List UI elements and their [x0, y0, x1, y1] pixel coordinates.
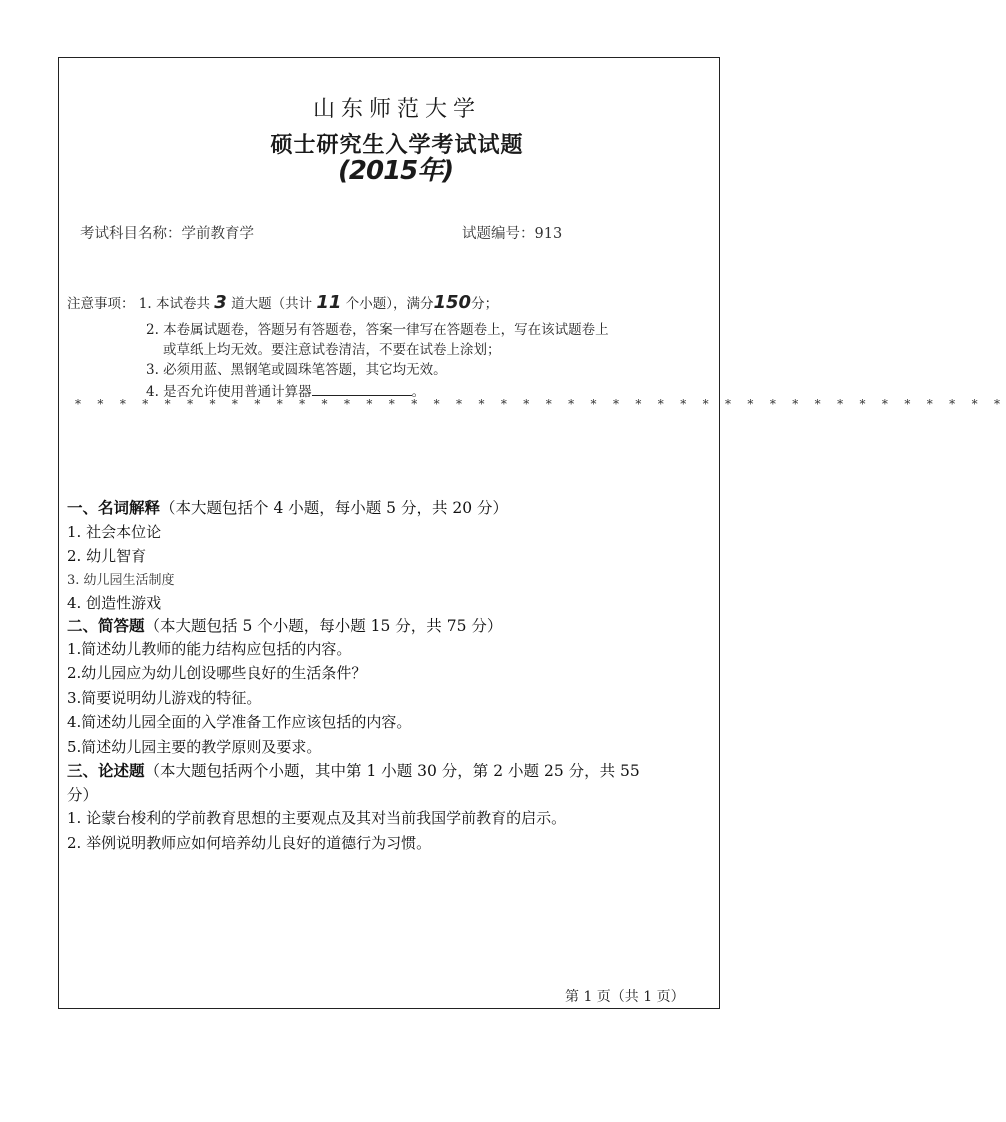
- notes-1-text-c: 个小题），满分: [345, 296, 434, 312]
- section1-heading: [67, 496, 508, 518]
- section2-item: 4.简述幼儿园全面的入学准备工作应该包括的内容。: [67, 713, 412, 731]
- section3-heading: [67, 759, 640, 781]
- notes-1-text-d: 分；: [471, 296, 499, 312]
- section2-heading: [67, 614, 502, 636]
- notes-4-text: 4. 是否允许使用普通计算器: [146, 384, 312, 400]
- university-name: 山东师范大学: [312, 97, 481, 122]
- section2-title: 二、简答题: [67, 616, 145, 635]
- notes-1-text-a: 1. 本试卷共: [138, 296, 210, 312]
- subject-line: [80, 222, 254, 243]
- section2-item: 2.幼儿园应为幼儿创设哪些良好的生活条件？: [67, 664, 367, 682]
- notes-label: 注意事项：: [67, 296, 135, 312]
- exam-code-line: [462, 222, 562, 243]
- handwritten-total-score: 150: [433, 292, 472, 313]
- handwritten-question-count: 3: [214, 292, 227, 313]
- notes-item-2-line1: 2. 本卷属试题卷，答题另有答题卷，答案一律写在答题卷上，写在该试题卷上: [146, 322, 609, 338]
- section3-desc: （本大题包括两个小题，其中第 1 小题 30 分，第 2 小题 25 分，共 55: [144, 762, 640, 780]
- section1-title: 一、名词解释: [67, 498, 161, 517]
- section1-desc: （本大题包括个 4 小题，每小题 5 分，共 20 分）: [160, 499, 509, 517]
- code-label: 试题编号：: [462, 226, 535, 242]
- notes-item-1: [67, 292, 498, 313]
- section1-item: 4. 创造性游戏: [67, 594, 162, 612]
- section3-item: 1. 论蒙台梭利的学前教育思想的主要观点及其对当前我国学前教育的启示。: [67, 809, 567, 827]
- subject-value: 学前教育学: [181, 226, 254, 242]
- handwritten-subquestion-count: 11: [316, 292, 342, 313]
- star-divider: * * * * * * * * * * * * * * * * * * * * * * * * * * * * * * * * * * * * * * * * * *: [75, 397, 1006, 411]
- notes-1-text-b: 道大题（共计: [231, 296, 313, 312]
- page-number: 第 1 页（共 1 页）: [565, 989, 685, 1005]
- section2-item: 1.简述幼儿教师的能力结构应包括的内容。: [67, 640, 352, 658]
- calculator-blank: [312, 383, 412, 396]
- section1-item: 3. 幼儿园生活制度: [67, 573, 175, 588]
- section2-desc: （本大题包括 5 个小题，每小题 15 分，共 75 分）: [144, 617, 503, 635]
- section3-item: 2. 举例说明教师应如何培养幼儿良好的道德行为习惯。: [67, 834, 432, 852]
- section2-item: 3.简要说明幼儿游戏的特征。: [67, 689, 262, 707]
- exam-title: 硕士研究生入学考试试题: [270, 132, 524, 158]
- code-value: 913: [534, 226, 563, 242]
- section3-desc-cont: 分）: [67, 786, 99, 804]
- subject-label: 考试科目名称：: [80, 226, 182, 242]
- section1-item: 1. 社会本位论: [67, 523, 162, 541]
- section3-title: 三、论述题: [67, 761, 145, 780]
- notes-item-2-line2: 或草纸上均无效。要注意试卷清洁，不要在试卷上涂划；: [163, 342, 501, 358]
- section1-item: 2. 幼儿智育: [67, 547, 147, 565]
- section2-item: 5.简述幼儿园主要的教学原则及要求。: [67, 738, 322, 756]
- handwritten-year: (2015年): [338, 156, 454, 186]
- notes-4-end: 。: [411, 384, 426, 400]
- notes-item-3: 3. 必须用蓝、黑钢笔或圆珠笔答题，其它均无效。: [146, 362, 447, 378]
